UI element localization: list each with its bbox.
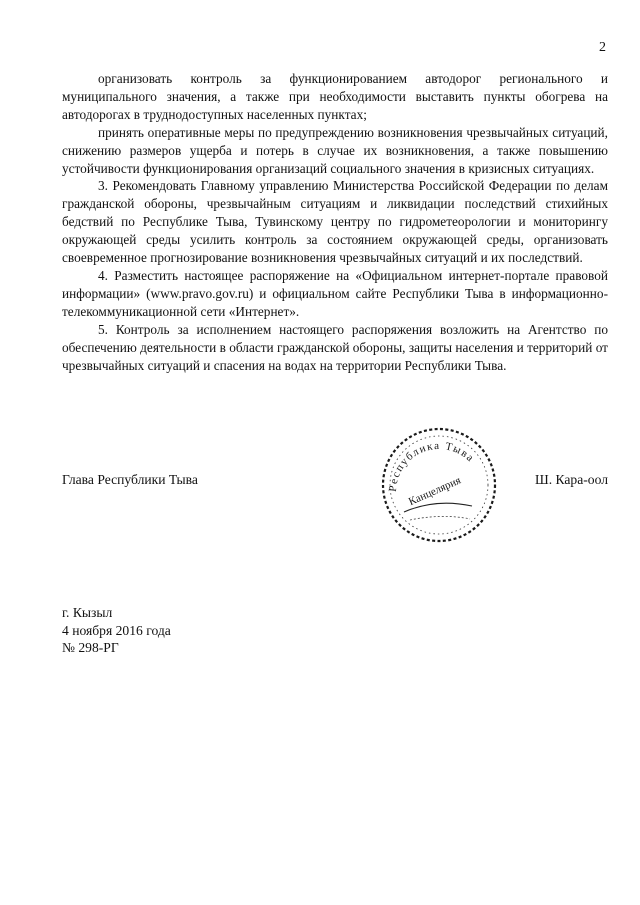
paragraph-emergency-measures: принять оперативные меры по предупреждению возникновения чрезвычайных ситуаций, снижению размеров ущерба и потерь в случае их возникновения, а также повышению устойчивости функционирования организаций социального значения в кризисных ситуациях. <box>62 124 608 176</box>
city: г. Кызыл <box>62 605 113 620</box>
official-seal <box>374 420 504 550</box>
place-date-block <box>62 604 171 657</box>
document-number: № 298-РГ <box>62 640 119 655</box>
seal-inner-text: Канцелярия <box>406 474 463 509</box>
svg-text:Республика Тыва <box>387 440 477 492</box>
paragraph-road-control: организовать контроль за функционированием автодорог регионального и муниципального значения, а также при необходимости выставить пункты обогрева на автодорогах в труднодоступных населенных пунктах; <box>62 71 608 122</box>
seal-outer-text: Республика Тыва <box>386 439 477 493</box>
signatory-name: Ш. Кара-оол <box>535 472 608 487</box>
document-date: 4 ноября 2016 года <box>62 622 171 638</box>
paragraph-item-3: 3. Рекомендовать Главному управлению Министерства Российской Федерации по делам гражданской обороны, чрезвычайным ситуациям и ликвидации последствий стихийных бедствий по Республике Тыва, Тувинскому центру по гидрометеорологии и мониторингу окружающей среды усилить контроль за состоянием окружающей среды, организовать своевременное прогнозирование возникновения чрезвычайных ситуаций и их последствий. <box>62 178 608 266</box>
paragraph-item-4: 4. Разместить настоящее распоряжение на «Официальном интернет-портале правовой информации» (www.pravo.gov.ru) и официальном сайте Республики Тыва в информационно-телекоммуникационной сети «Интернет». <box>62 267 608 319</box>
signatory-position: Глава Республики Тыва <box>62 472 198 487</box>
page-number: 2 <box>599 40 606 55</box>
document-body <box>62 70 608 374</box>
paragraph-item-5: 5. Контроль за исполнением настоящего распоряжения возложить на Агентство по обеспечению деятельности в области гражданской обороны, защиты населения и территорий от чрезвычайных ситуаций и спасения на водах на территории Республики Тыва. <box>62 321 608 373</box>
